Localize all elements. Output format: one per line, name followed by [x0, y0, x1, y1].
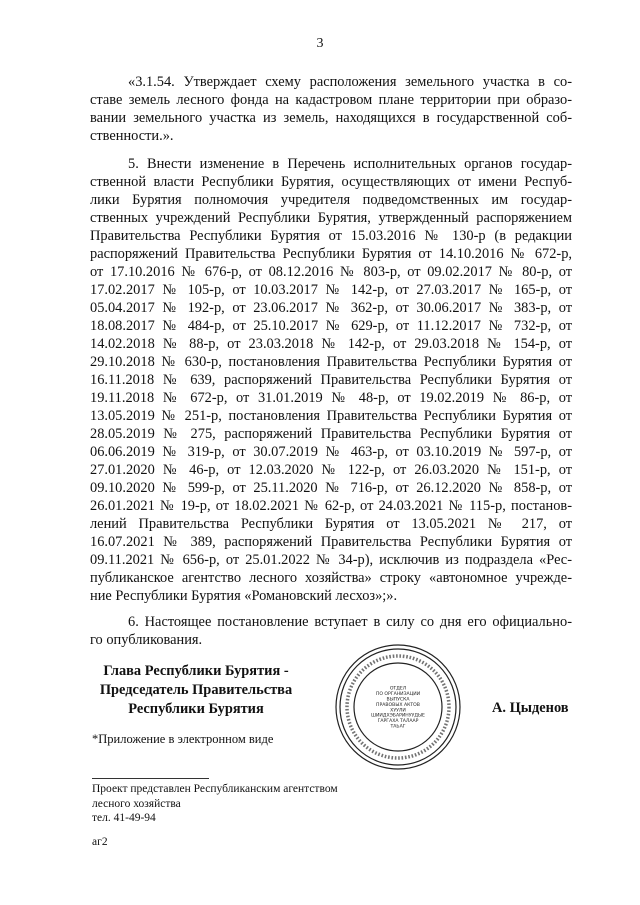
text-line: 17.02.2017 № 105-р, от 10.03.2017 № 142-р, от 27.03.2017 № 165-р, от	[90, 282, 572, 298]
text-line: 14.02.2018 № 88-р, от 23.03.2018 № 142-р, от 29.03.2018 № 154-р, от	[90, 336, 572, 352]
signatory-title-line: Председатель Правительства	[99, 682, 293, 698]
footer-line: Проект представлен Республиканским агентством	[92, 783, 338, 795]
stamp-text-line: ХУУЛИ	[390, 708, 406, 714]
stamp-text-line: ВЫПУСКА	[386, 697, 410, 703]
text-line: 5. Внести изменение в Перечень исполнительных органов государ-	[128, 156, 572, 172]
text-line: 28.05.2019 № 275, распоряжений Правительства Республики Бурятия от	[90, 426, 572, 442]
text-line: ственной власти Республики Бурятия, осуществляющих от имени Респуб-	[90, 174, 572, 190]
signatory-title-line: Республики Бурятия	[128, 701, 264, 717]
text-line: 6. Настоящее постановление вступает в силу со дня его официально-	[128, 614, 572, 630]
stamp-text-line: ГАРГАХА ТАЛААР	[377, 719, 419, 725]
footer-contact	[92, 782, 338, 826]
text-line: 27.01.2020 № 46-р, от 12.03.2020 № 122-р, от 26.03.2020 № 151-р, от	[90, 462, 572, 478]
text-line: 26.01.2021 № 19-р, от 18.02.2021 № 62-р, от 24.03.2021 № 115-р, постанов-	[90, 498, 572, 514]
document-code: аг2	[92, 836, 108, 848]
text-line: 19.11.2018 № 672-р, от 31.01.2019 № 48-р, от 19.02.2019 № 86-р, от	[90, 390, 572, 406]
text-line: 09.11.2021 № 656-р, от 25.01.2022 № 34-р), исключив из подраздела «Рес-	[90, 552, 572, 568]
stamp-text-line: ШИИДХЭБАРИНУУДЫЕ	[371, 713, 425, 719]
text-line: 09.10.2020 № 599-р, от 25.11.2020 № 716-р, от 26.12.2020 № 858-р, от	[90, 480, 572, 496]
text-line: «3.1.54. Утверждает схему расположения земельного участка в со-	[128, 74, 572, 90]
text-line: го опубликования.	[90, 632, 203, 648]
page-number: 3	[316, 36, 324, 51]
official-stamp-icon	[334, 643, 462, 771]
text-line: 05.04.2017 № 192-р, от 23.06.2017 № 362-р, от 30.06.2017 № 383-р, от	[90, 300, 572, 316]
appendix-note: *Приложение в электронном виде	[92, 732, 274, 746]
text-line: ственности.».	[90, 128, 174, 144]
text-line: 16.11.2018 № 639, распоряжений Правительства Республики Бурятия от	[90, 372, 572, 388]
paragraph-amendment-text	[90, 73, 572, 145]
footer-line: лесного хозяйства	[92, 797, 181, 810]
text-line: ние Республики Бурятия «Романовский лесхоз»;».	[90, 588, 398, 604]
text-line: 16.07.2021 № 389, распоряжений Правительства Республики Бурятия от	[90, 534, 572, 550]
footer-separator	[92, 778, 209, 779]
text-line: от 17.10.2016 № 676-р, от 08.12.2016 № 803-р, от 09.02.2017 № 80-р, от	[90, 264, 572, 280]
footer-line: тел. 41-49-94	[92, 812, 156, 824]
paragraph-item-5	[90, 155, 572, 605]
stamp-text-line: ОТДЕЛ	[389, 686, 407, 692]
text-line: лики Бурятия полномочия учредителя подведомственных им государ-	[90, 192, 572, 208]
text-line: лений Правительства Республики Бурятия от 13.05.2021 № 217, от	[90, 516, 572, 532]
paragraph-item-6	[90, 613, 572, 649]
text-line: распоряжений Правительства Республики Бурятия от 14.10.2016 № 672-р,	[90, 246, 572, 262]
text-line: Правительства Республики Бурятия от 15.03.2016 № 130-р (в редакции	[90, 228, 572, 244]
signatory-name: А. Цыденов	[492, 700, 569, 716]
text-line: ственных учреждений Республики Бурятия, утвержденный распоряжением	[90, 210, 572, 226]
stamp-text-line: ПРАВОВЫХ АКТОВ	[376, 702, 420, 708]
text-line: ставе земель лесного фонда на кадастровом плане территории при образо-	[90, 92, 572, 108]
text-line: 18.08.2017 № 484-р, от 25.10.2017 № 629-р, от 11.12.2017 № 732-р, от	[90, 318, 572, 334]
text-line: 29.10.2018 № 630-р, постановления Правительства Республики Бурятия от	[90, 354, 572, 370]
text-line: 06.06.2019 № 319-р, от 30.07.2019 № 463-р, от 03.10.2019 № 597-р, от	[90, 444, 572, 460]
text-line: 13.05.2019 № 251-р, постановления Правительства Республики Бурятия от	[90, 408, 572, 424]
signatory-title	[86, 662, 306, 719]
stamp-text-line: ПО ОРГАНИЗАЦИИ	[375, 692, 421, 698]
stamp-text-line: ТАЬАГ	[390, 724, 406, 730]
signatory-title-line: Глава Республики Бурятия -	[103, 663, 289, 679]
text-line: вании земельного участка из земель, находящихся в государственной соб-	[90, 110, 572, 126]
text-line: публиканское агентство лесного хозяйства» строку «автономное учрежде-	[90, 570, 572, 586]
